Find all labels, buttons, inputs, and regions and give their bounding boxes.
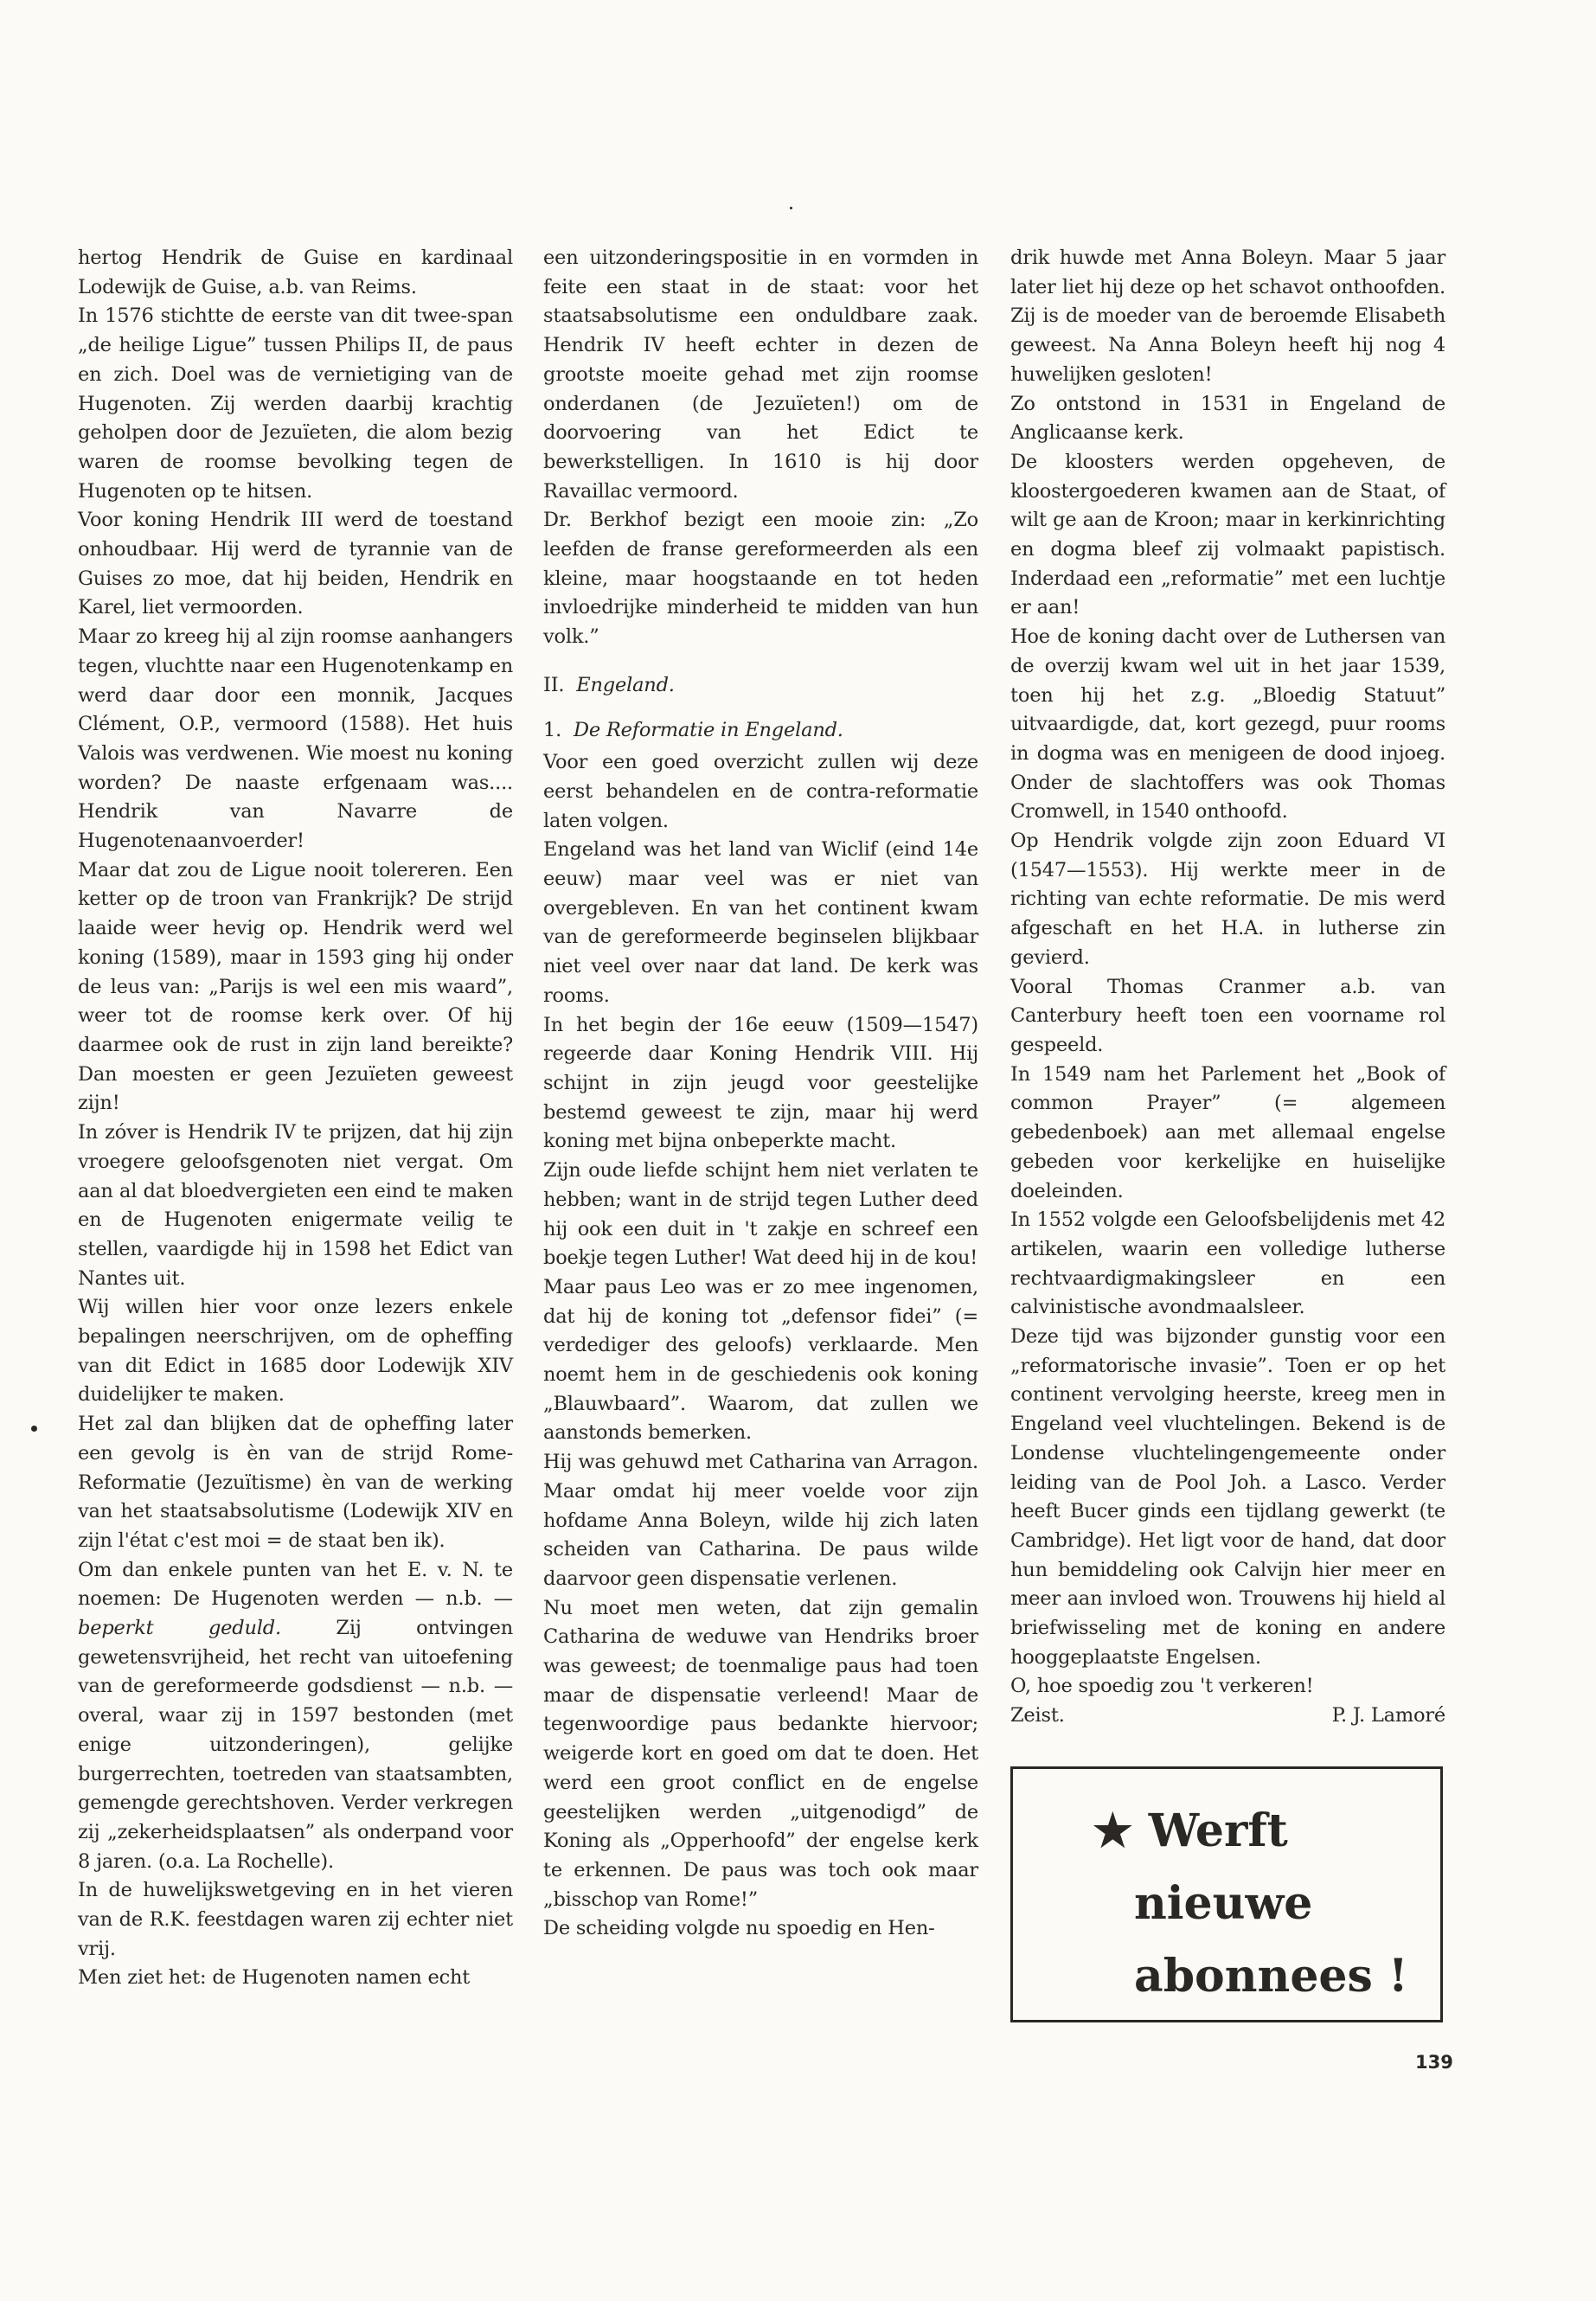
paragraph: Hij was gehuwd met Catharina van Arragon. Maar omdat hij meer voelde voor zijn hofdame Anna Boleyn, wilde hij zich laten scheiden van Catharina. De paus wilde daarvoor geen dispensatie verlenen. bbox=[543, 1451, 978, 1590]
paragraph: Nu moet men weten, dat zijn gemalin Catharina de weduwe van Hendriks broer was geweest; de toenmalige paus had toen maar de dispensatie verleend! Maar de tegenwoordige paus bedankte hiervoor; weigerde kort en goed om dat te doen. Het werd een groot conflict en de engelse geestelijken werden „uitgenodigd” de Koning als „Opperhoofd” der engelse kerk te erkennen. De paus was toch ook maar „bisschop van Rome!” bbox=[543, 1596, 978, 1911]
paragraph bbox=[78, 1556, 513, 1877]
paragraph: In 1576 stichtte de eerste van dit twee-span „de heilige Ligue” tussen Philips II, de paus en zich. Doel was de vernietiging van de Hugenoten. Zij werden daarbij krachtig geholpen door de Jezuïeten, die alom bezig waren de roomse bevolking tegen de Hugenoten op te hitsen. bbox=[78, 304, 513, 503]
paragraph: Vooral Thomas Cranmer a.b. van Canterbury heeft toen een voorname rol gespeeld. bbox=[1010, 975, 1445, 1056]
paragraph: Het zal dan blijken dat de opheffing later een gevolg is èn van de strijd Rome-Reformatie (Jezuïtisme) èn van de werking van het staatsabsolutisme (Lodewijk XIV en zijn l'état c'est moi = de staat ben ik). bbox=[78, 1413, 513, 1552]
paragraph: Wij willen hier voor onze lezers enkele bepalingen neerschrijven, om de opheffing van dit Edict in 1685 door Lodewijk XIV duidelijker te maken. bbox=[78, 1296, 513, 1407]
paragraph: In de huwelijkswetgeving en in het vieren van de R.K. feestdagen waren zij echter niet vrij. bbox=[78, 1879, 513, 1960]
page-number: 139 bbox=[1415, 2052, 1453, 2073]
paragraph: Maar zo kreeg hij al zijn roomse aanhangers tegen, vluchtte naar een Hugenotenkamp en werd daar door een monnik, Jacques Clément, O.P., vermoord (1588). Het huis Valois was verdwenen. Wie moest nu koning worden? De naaste erfgenaam was.... Hendrik van Navarre de Hugenotenaanvoerder! bbox=[78, 625, 513, 853]
section-number: II. bbox=[543, 673, 565, 696]
subsection-heading bbox=[543, 716, 978, 746]
author-name: P. J. Lamoré bbox=[1331, 1704, 1445, 1727]
emphasis-text: beperkt geduld. bbox=[78, 1617, 281, 1640]
punch-hole-mark bbox=[31, 1426, 37, 1432]
paragraph: hertog Hendrik de Guise en kardinaal Lodewijk de Guise, a.b. van Reims. bbox=[78, 247, 513, 298]
section-heading bbox=[543, 671, 978, 701]
paragraph: Zijn oude liefde schijnt hem niet verlaten te hebben; want in de strijd tegen Luther deed hij ook een duit in 't zakje en schreef een boekje tegen Luther! Wat deed hij in de kou! bbox=[543, 1159, 978, 1270]
paragraph: O, hoe spoedig zou 't verkeren! bbox=[1010, 1675, 1314, 1698]
subsection-number: 1. bbox=[543, 718, 562, 741]
paragraph: Hoe de koning dacht over de Luthersen van de overzij kwam wel uit in het jaar 1539, toen hij het z.g. „Bloedig Statuut” uitvaardigde, dat, kort gezegd, puur rooms in dogma was en menigeen de dood injoeg. Onder de slachtoffers was ook Thomas Cromwell, in 1540 onthoofd. bbox=[1010, 625, 1445, 824]
column-middle bbox=[543, 244, 978, 1944]
text-run: Om dan enkele punten van het E. v. N. te noemen: De Hugenoten werden — n.b. — bbox=[78, 1558, 513, 1611]
paragraph: In 1552 volgde een Geloofsbelijdenis met 42 artikelen, waarin een volledige lutherse rechtvaardigmakingsleer en een calvinistische avondmaalsleer. bbox=[1010, 1208, 1445, 1319]
subsection-title: De Reformatie in Engeland. bbox=[573, 718, 843, 741]
paragraph: Engeland was het land van Wiclif (eind 14e eeuw) maar veel was er niet van overgebleven. En van het continent kwam van de gereformeerde beginselen blijkbaar niet veel over naar dat land. De kerk was rooms. bbox=[543, 838, 978, 1007]
paragraph: Op Hendrik volgde zijn zoon Eduard VI (1547—1553). Hij werkte meer in de richting van echte reformatie. De mis werd afgeschaft en het H.A. in lutherse zin gevierd. bbox=[1010, 830, 1445, 969]
section-title: Engeland. bbox=[576, 673, 675, 696]
ad-line-2: nieuwe bbox=[1134, 1877, 1313, 1930]
paragraph: drik huwde met Anna Boleyn. Maar 5 jaar later liet hij deze op het schavot onthoofden. Zij is de moeder van de beroemde Elisabeth geweest. Na Anna Boleyn heeft hij nog 4 huwelijken gesloten! bbox=[1010, 247, 1445, 386]
print-speck bbox=[790, 207, 792, 209]
paragraph: Voor koning Hendrik III werd de toestand onhoudbaar. Hij werd de tyrannie van de Guises zo moe, dat hij beiden, Hendrik en Karel, liet vermoorden. bbox=[78, 509, 513, 619]
paragraph: In het begin der 16e eeuw (1509—1547) regeerde daar Koning Hendrik VIII. Hij schijnt in zijn jeugd voor geestelijke bestemd geweest te zijn, maar hij werd koning met bijna onbeperkte macht. bbox=[543, 1013, 978, 1153]
paragraph: In zóver is Hendrik IV te prijzen, dat hij zijn vroegere geloofsgenoten niet vergat. Om aan al dat bloedvergieten een eind te maken en de Hugenoten enigermate veilig te stellen, vaardigde hij in 1598 het Edict van Nantes uit. bbox=[78, 1121, 513, 1290]
paragraph: In 1549 nam het Parlement het „Book of common Prayer” (= algemeen gebedenboek) aan met allemaal engelse gebeden voor kerkelijke en huiselijke doeleinden. bbox=[1010, 1062, 1445, 1202]
paragraph: een uitzonderingspositie in en vormden in feite een staat in de staat: voor het staatsabsolutisme een onduldbare zaak. Hendrik IV heeft echter in dezen de grootste moeite gehad met zijn roomse onderdanen (de Jezuïeten!) om de doorvoering van het Edict te bewerkstelligen. In 1610 is hij door Ravaillac vermoord. bbox=[543, 247, 978, 503]
ad-line-3: abonnees ! bbox=[1134, 1950, 1408, 2003]
paragraph: Maar paus Leo was er zo mee ingenomen, dat hij de koning tot „defensor fidei” (= verdediger des geloofs) verklaarde. Men noemt hem in de geschiedenis ook koning „Blauwbaard”. Waarom, dat zullen we aanstonds bemerken. bbox=[543, 1275, 978, 1445]
ad-text: Werft bbox=[1148, 1804, 1288, 1857]
text-run: Zij ontvingen gewetensvrijheid, het recht van uitoefening van de gereformeerde godsdienst — n.b. — overal, waar zij in 1597 bestonden (met enige uitzonderingen), gelijke burgerrechten, toetreden van staatsambten, gemengde gerechtshoven. Verder verkregen zij „zekerheidsplaatsen” als onderpand voor 8 jaren. (o.a. La Rochelle). bbox=[78, 1617, 514, 1873]
signature-line bbox=[1010, 1702, 1445, 1731]
paragraph: Voor een goed overzicht zullen wij deze eerst behandelen en de contra-reformatie laten volgen. bbox=[543, 751, 978, 832]
paragraph: De scheiding volgde nu spoedig en Hen- bbox=[543, 1917, 935, 1940]
star-icon: ★ bbox=[1093, 1804, 1133, 1857]
place-name: Zeist. bbox=[1010, 1704, 1065, 1727]
paragraph: Maar dat zou de Ligue nooit tolereren. Een ketter op de troon van Frankrijk? De strijd laaide weer hevig op. Hendrik werd wel koning (1589), maar in 1593 ging hij onder de leus van: „Parijs is wel een mis waard”, weer tot de roomse kerk over. Of hij daarmee ook de rust in zijn land bereikte? Dan moesten er geen Jezuïeten geweest zijn! bbox=[78, 858, 513, 1115]
paragraph: Men ziet het: de Hugenoten namen echt bbox=[78, 1966, 471, 1990]
subscription-advertisement bbox=[1010, 1766, 1443, 2022]
paragraph: Zo ontstond in 1531 in Engeland de Anglicaanse kerk. bbox=[1010, 392, 1445, 445]
paragraph: Dr. Berkhof bezigt een mooie zin: „Zo leefden de franse gereformeerden als een kleine, maar hoogstaande en tot heden invloedrijke minderheid te midden van hun volk.” bbox=[543, 509, 978, 649]
column-left bbox=[78, 244, 513, 1993]
paragraph: De kloosters werden opgeheven, de kloostergoederen kwamen aan de Staat, of wilt ge aan de Kroon; maar in kerkinrichting en dogma bleef zij volmaakt papistisch. Inderdaad een „reformatie” met een luchtje er aan! bbox=[1010, 450, 1445, 619]
ad-line-1 bbox=[1093, 1795, 1288, 1868]
paragraph: Deze tijd was bijzonder gunstig voor een „reformatorische invasie”. Toen er op het continent vervolging heerste, kreeg men in Engeland veel vluchtelingen. Bekend is de Londense vluchtelingengemeente onder leiding van de Pool Joh. a Lasco. Verder heeft Bucer ginds een tijdlang gewerkt (te Cambridge). Het ligt voor de hand, dat door hun bemiddeling ook Calvijn hier meer en meer aan invloed won. Trouwens hij hield al briefwisseling met de koning en andere hooggeplaatste Engelsen. bbox=[1010, 1325, 1445, 1669]
column-right bbox=[1010, 244, 1445, 1731]
